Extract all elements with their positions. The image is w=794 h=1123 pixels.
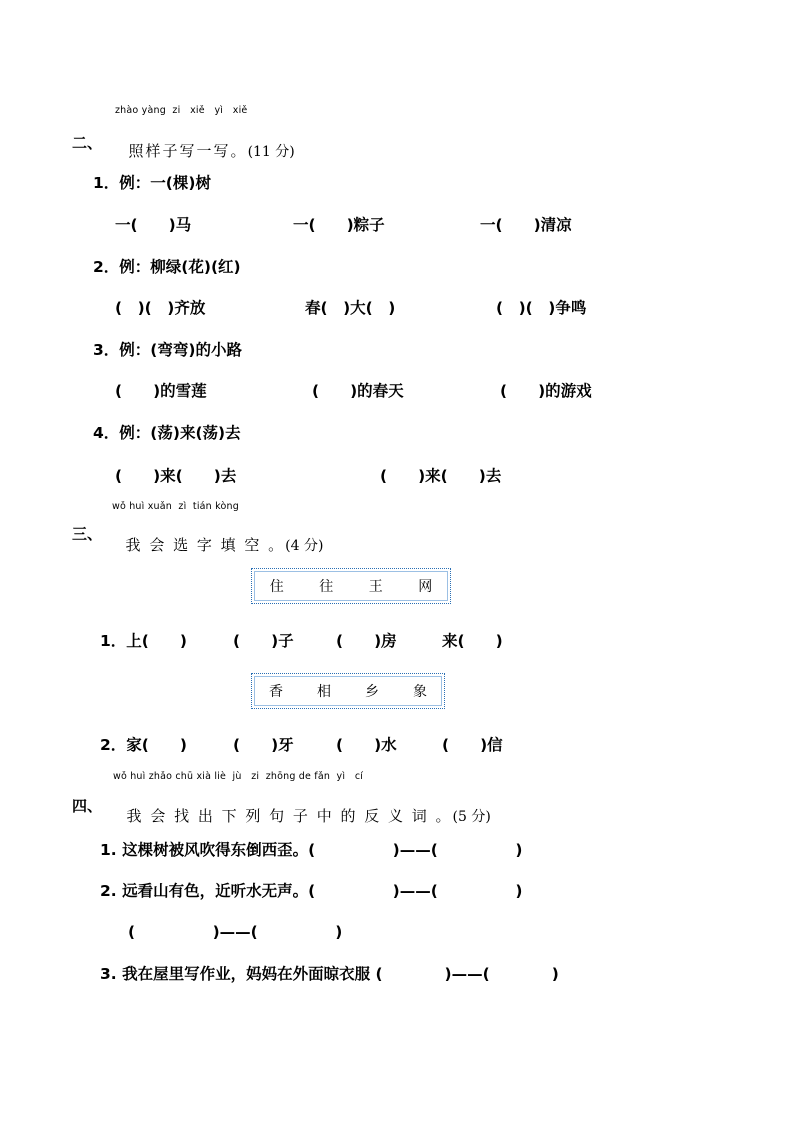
s2-q2-item-3[interactable]: ( )( )争鸣 — [496, 299, 587, 317]
s2-heading — [115, 122, 295, 161]
s2-title: 照样子写一写。 — [128, 142, 248, 160]
s4-q3[interactable]: 3. 我在屋里写作业，妈妈在外面晾衣服 ( )——( ) — [100, 965, 559, 983]
s2-number: 二、 — [72, 134, 103, 152]
s3-box2-char-4: 象 — [413, 684, 427, 700]
s3-q1-item-3[interactable]: ( )房 — [336, 632, 397, 650]
s2-q4-item-2[interactable]: ( )来( )去 — [380, 467, 502, 485]
s3-q2-item-3[interactable]: ( )水 — [336, 736, 397, 754]
s4-points: (5 分) — [452, 809, 491, 825]
s3-box2-char-2: 相 — [317, 684, 331, 700]
s3-number: 三、 — [72, 525, 103, 543]
s3-word-box-1 — [251, 568, 451, 604]
s2-q3-item-3[interactable]: ( )的游戏 — [500, 382, 592, 400]
s4-title: 我 会 找 出 下 列 句 子 中 的 反 义 词 。 — [126, 807, 453, 825]
s4-number: 四、 — [72, 797, 103, 815]
s3-box2-char-3: 乡 — [365, 684, 379, 700]
s2-pinyin: zhào yàng zi xiě yì xiě — [115, 105, 248, 116]
s2-q4-example: 4．例：(荡)来(荡)去 — [93, 424, 241, 442]
s2-q1-item-3[interactable]: 一( )清凉 — [480, 216, 572, 234]
s4-pinyin: wǒ huì zhǎo chū xià liè jù zi zhōng de fǎn yì cí — [113, 771, 364, 782]
s3-box1-char-4: 网 — [418, 579, 433, 595]
s3-heading — [112, 516, 323, 555]
s3-box1-char-1: 住 — [269, 579, 284, 595]
s2-points: (11 分) — [247, 144, 295, 160]
s2-q1-example: 1．例：一(棵)树 — [93, 174, 211, 192]
s2-q2-item-2[interactable]: 春( )大( ) — [305, 299, 396, 317]
s2-q1-item-1[interactable]: 一( )马 — [115, 216, 192, 234]
s3-q1-item-2[interactable]: ( )子 — [233, 632, 294, 650]
s3-q1-item-4[interactable]: 来( ) — [442, 632, 503, 650]
s3-pinyin: wǒ huì xuǎn zì tián kòng — [112, 501, 239, 512]
s2-q3-item-1[interactable]: ( )的雪莲 — [115, 382, 207, 400]
s3-q2-item-2[interactable]: ( )牙 — [233, 736, 294, 754]
s2-q2-item-1[interactable]: ( )( )齐放 — [115, 299, 206, 317]
s2-q2-example: 2．例：柳绿(花)(红) — [93, 258, 241, 276]
s2-q1-item-2[interactable]: 一( )粽子 — [293, 216, 385, 234]
s4-q1[interactable]: 1. 这棵树被风吹得东倒西歪。( )——( ) — [100, 841, 523, 859]
s2-q4-item-1[interactable]: ( )来( )去 — [115, 467, 237, 485]
s4-q2[interactable]: 2. 远看山有色，近听水无声。( )——( ) — [100, 882, 523, 900]
s4-heading — [113, 787, 491, 826]
s2-q3-example: 3．例：(弯弯)的小路 — [93, 341, 242, 359]
s3-q2-item-4[interactable]: ( )信 — [442, 736, 503, 754]
s3-q1-item-1[interactable]: 1．上( ) — [100, 632, 187, 650]
s3-word-box-2 — [251, 673, 445, 709]
s4-q2-extra[interactable]: ( )——( ) — [128, 923, 343, 941]
s3-points: (4 分) — [285, 538, 324, 554]
s3-title: 我 会 选 字 填 空 。 — [125, 536, 286, 554]
s3-box1-char-3: 王 — [368, 579, 383, 595]
s2-q3-item-2[interactable]: ( )的春天 — [312, 382, 404, 400]
s3-box2-char-1: 香 — [269, 684, 283, 700]
s3-box1-char-2: 往 — [319, 579, 334, 595]
s3-q2-item-1[interactable]: 2．家( ) — [100, 736, 187, 754]
